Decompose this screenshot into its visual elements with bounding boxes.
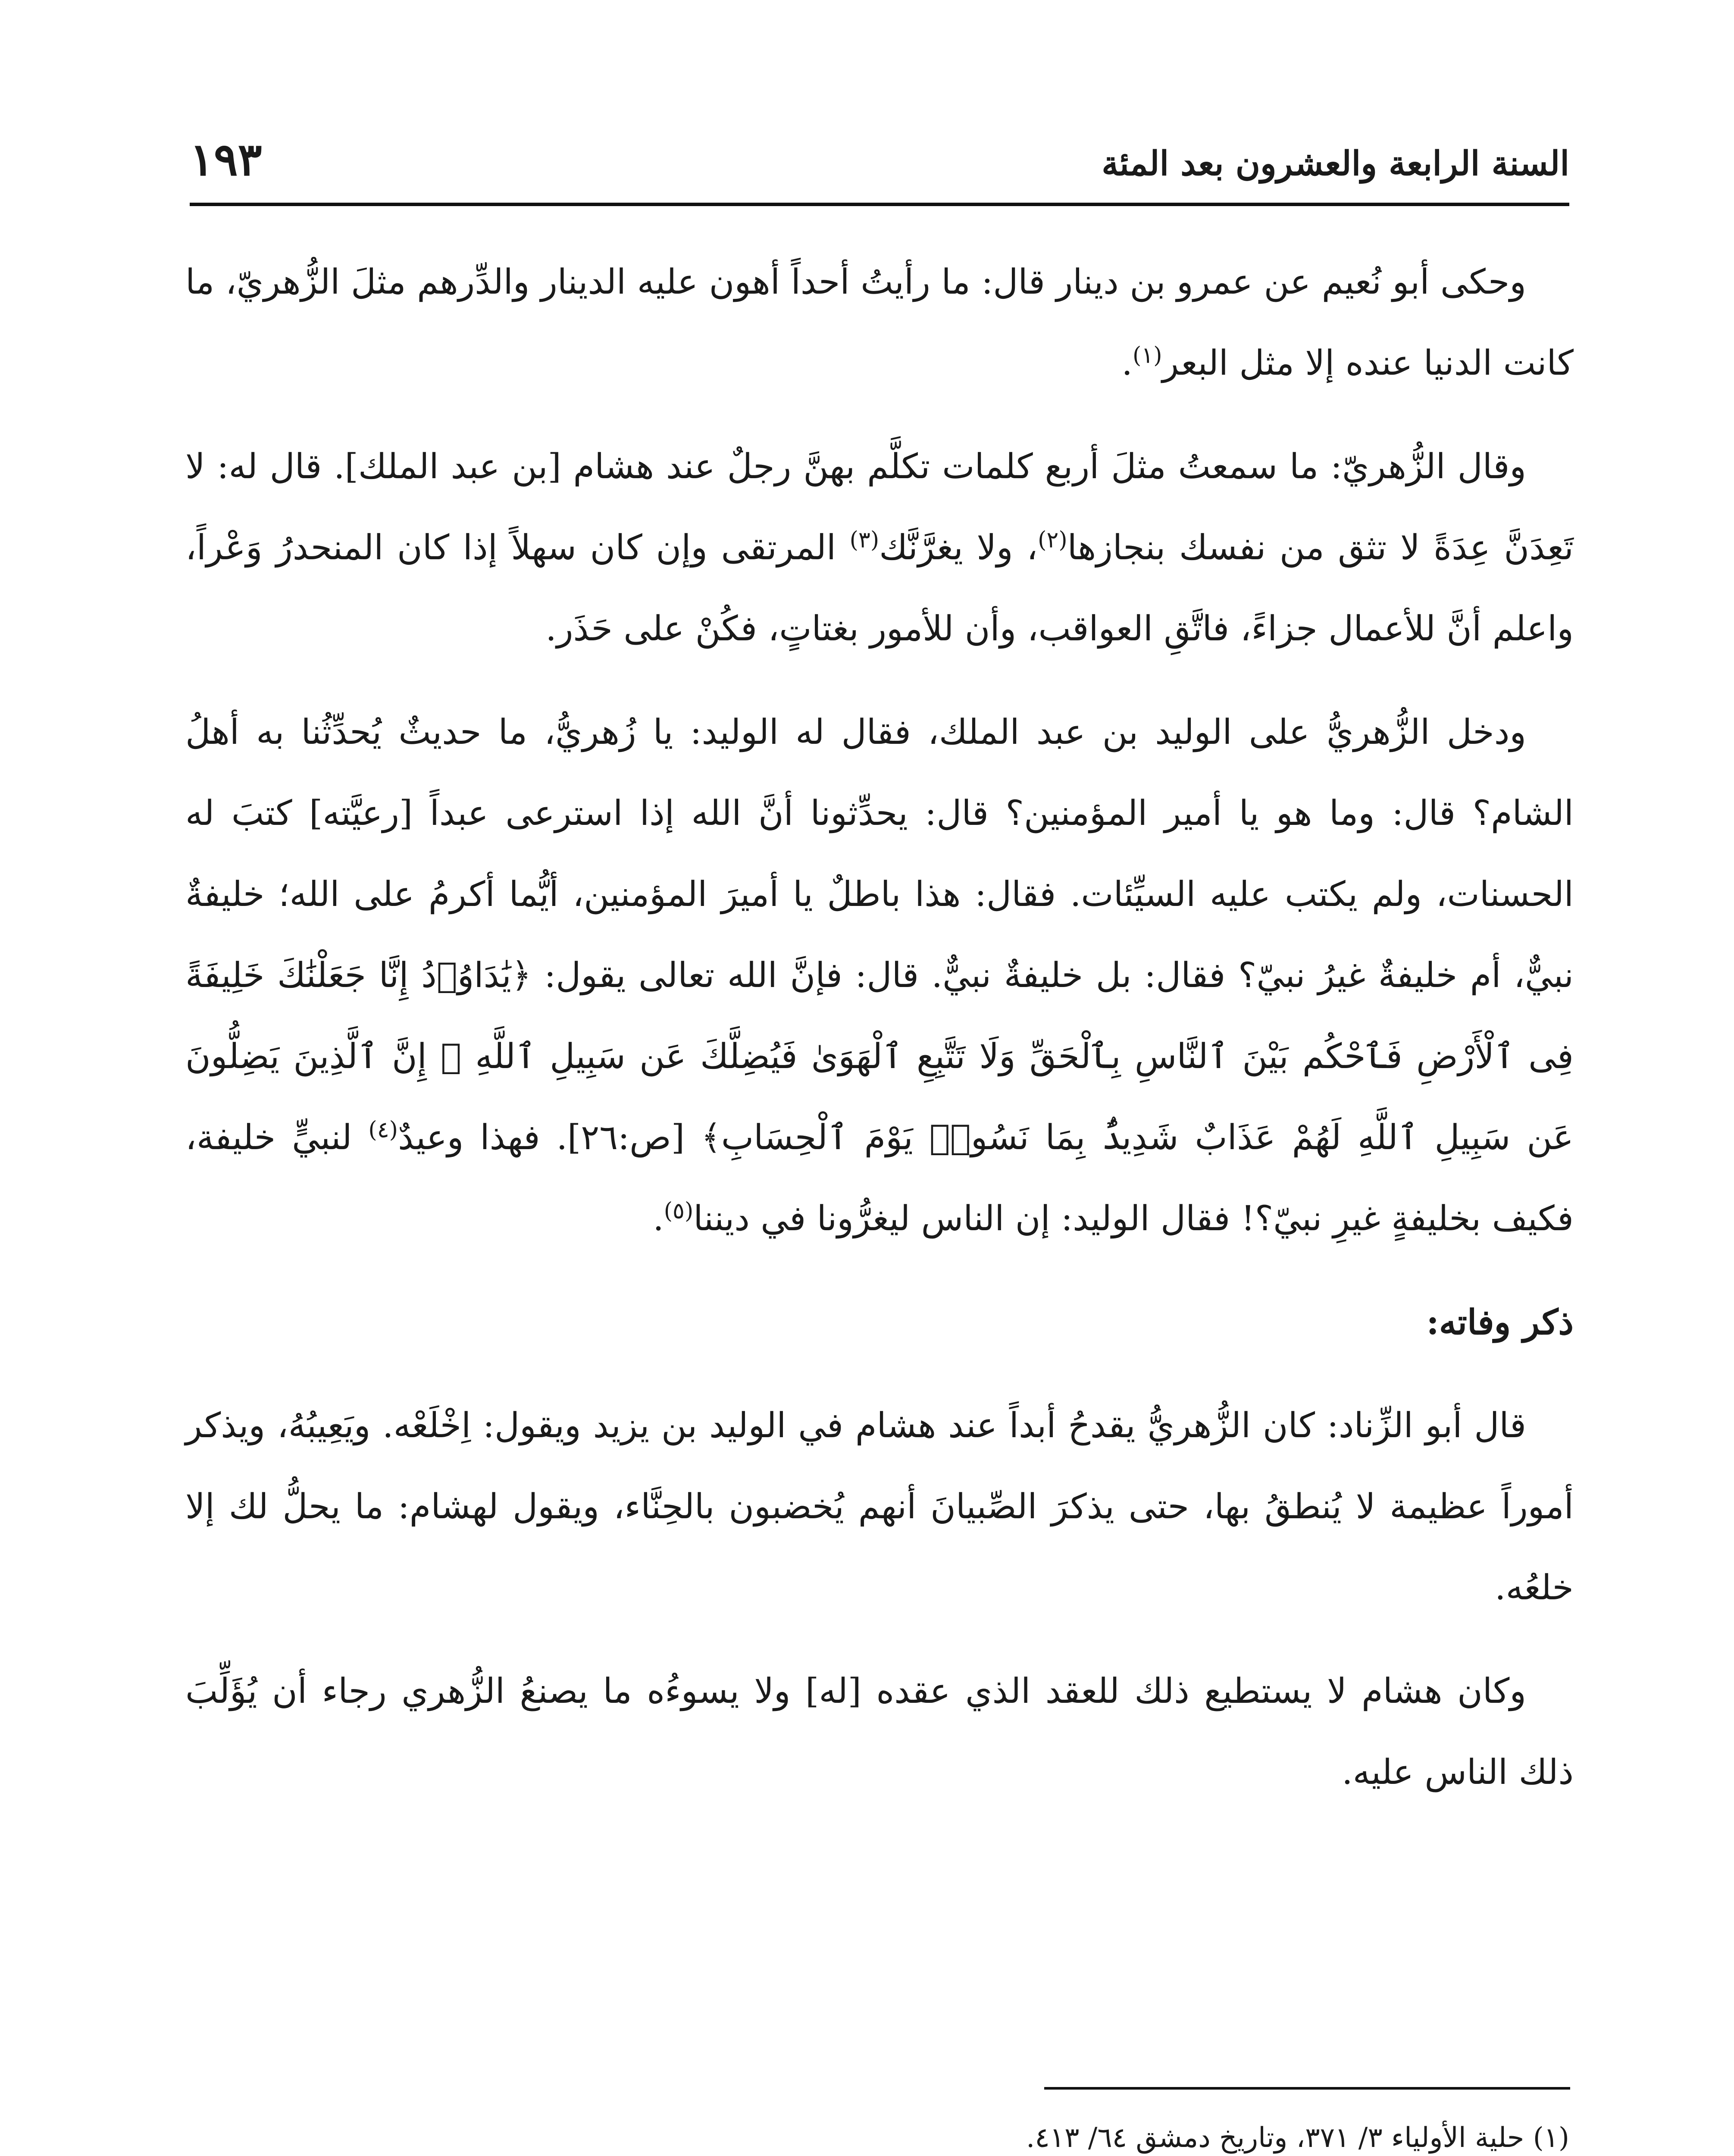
page-number: ١٩٣ [190,133,262,186]
running-title: السنة الرابعة والعشرون بعد المئة [1102,144,1569,183]
text-run: وكان هشام لا يستطيع ذلك للعقد الذي عقده [له] ولا يسوءُه ما يصنعُ الزُّهري رجاء أن يُؤَلِّبَ ذلك الناس عليه. [185,1671,1574,1792]
text-run: قال أبو الزِّناد: كان الزُّهريُّ يقدحُ أبداً عند هشام في الوليد بن يزيد ويقول: اِخْلَعْه. ويَعِيبُهُ، ويذكر أموراً عظيمة لا يُنطقُ بها، حتى يذكرَ الصِّبيانَ أنهم يُخضبون بالحِنَّاء، ويقول لهشام: ما يحلُّ لك إلا خلعُه. [185,1405,1574,1608]
footnote-1: (١) حلية الأولياء ٣/ ٣٧١، وتاريخ دمشق ٦٤/ ٤١٣. [1026,2122,1569,2154]
header-rule [190,203,1569,206]
text-run: ، ولا يغرَّنَّك [879,527,1038,567]
text-run: ذكر وفاته: [1426,1302,1574,1342]
text-run: لنبيٍّ خليفة، فكيف بخليفةٍ غيرِ نبيّ؟! فقال الوليد: إن الناس ليغرُّونا في ديننا [185,1117,1574,1238]
footnote-marker: (٣) [849,527,880,553]
section-heading [185,1282,1574,1363]
text-run: . [653,1198,664,1238]
footnotes [185,2109,1569,2156]
text-run: ودخل الزُّهريُّ على الوليد بن عبد الملك، فقال له الوليد: يا زُهريُّ، ما حديثٌ يُحدِّثُنا به أهلُ الشام؟ قال: وما هو يا أمير المؤمنين؟ قال: يحدِّثونا أنَّ الله إذا استرعى عبداً [رعيَّته] كتبَ له الحسنات، ولم يكتب عليه السيِّئات. فقال: هذا باطلٌ يا أميرَ المؤمنين، أيُّما أكرمُ على الله؛ خليفةٌ نبيٌّ، أم خليفةٌ غيرُ نبيّ؟ فقال: بل خليفةٌ نبيٌّ. قال: فإنَّ الله تعالى يقول: ﴿يَٰدَاوُۥدُ إِنَّا جَعَلْنَٰكَ خَلِيفَةً فِى ٱلْأَرْضِ فَٱحْكُم بَيْنَ ٱلنَّاسِ بِٱلْحَقِّ وَلَا تَتَّبِعِ ٱلْهَوَىٰ فَيُضِلَّكَ عَن سَبِيلِ ٱللَّهِ ۚ إِنَّ ٱلَّذِينَ يَضِلُّونَ عَن سَبِيلِ ٱللَّهِ لَهُمْ عَذَابٌ شَدِيدٌۢ بِمَا نَسُوا۟ يَوْمَ ٱلْحِسَابِ﴾ [ص:٢٦]. فهذا وعيدٌ [185,712,1574,1157]
footnote-marker: (٥) [664,1198,694,1224]
main-text [185,241,1574,1835]
text-run: وقال الزُّهريّ: ما سمعتُ مثلَ أربع كلمات تكلَّم بهنَّ رجلٌ عند هشام [بن عبد الملك]. قال له: لا تَعِدَنَّ عِدَةً لا تثق من نفسك بنجازها [185,446,1574,567]
footnote-marker: (٤) [368,1117,398,1143]
footnote-separator [1044,2087,1570,2090]
text-run: وحكى أبو نُعيم عن عمرو بن دينار قال: ما رأيتُ أحداً أهون عليه الدينار والدِّرهم مثلَ الزُّهريّ، ما كانت الدنيا عنده إلا مثل البعر [185,262,1574,383]
paragraph [185,241,1574,404]
text-run: . [1121,343,1133,383]
text-run: المرتقى وإن كان سهلاً إذا كان المنحدرُ وَعْراً، واعلم أنَّ للأعمال جزاءً، فاتَّقِ العواقب، وأن للأمور بغتاتٍ، فكُنْ على حَذَر. [185,527,1574,649]
paragraph [185,426,1574,669]
footnote-marker: (٢) [1038,527,1067,553]
paragraph [185,692,1574,1259]
page-header [190,129,1569,194]
paragraph [185,1651,1574,1813]
paragraph [185,1385,1574,1628]
footnote-marker: (١) [1132,342,1162,369]
